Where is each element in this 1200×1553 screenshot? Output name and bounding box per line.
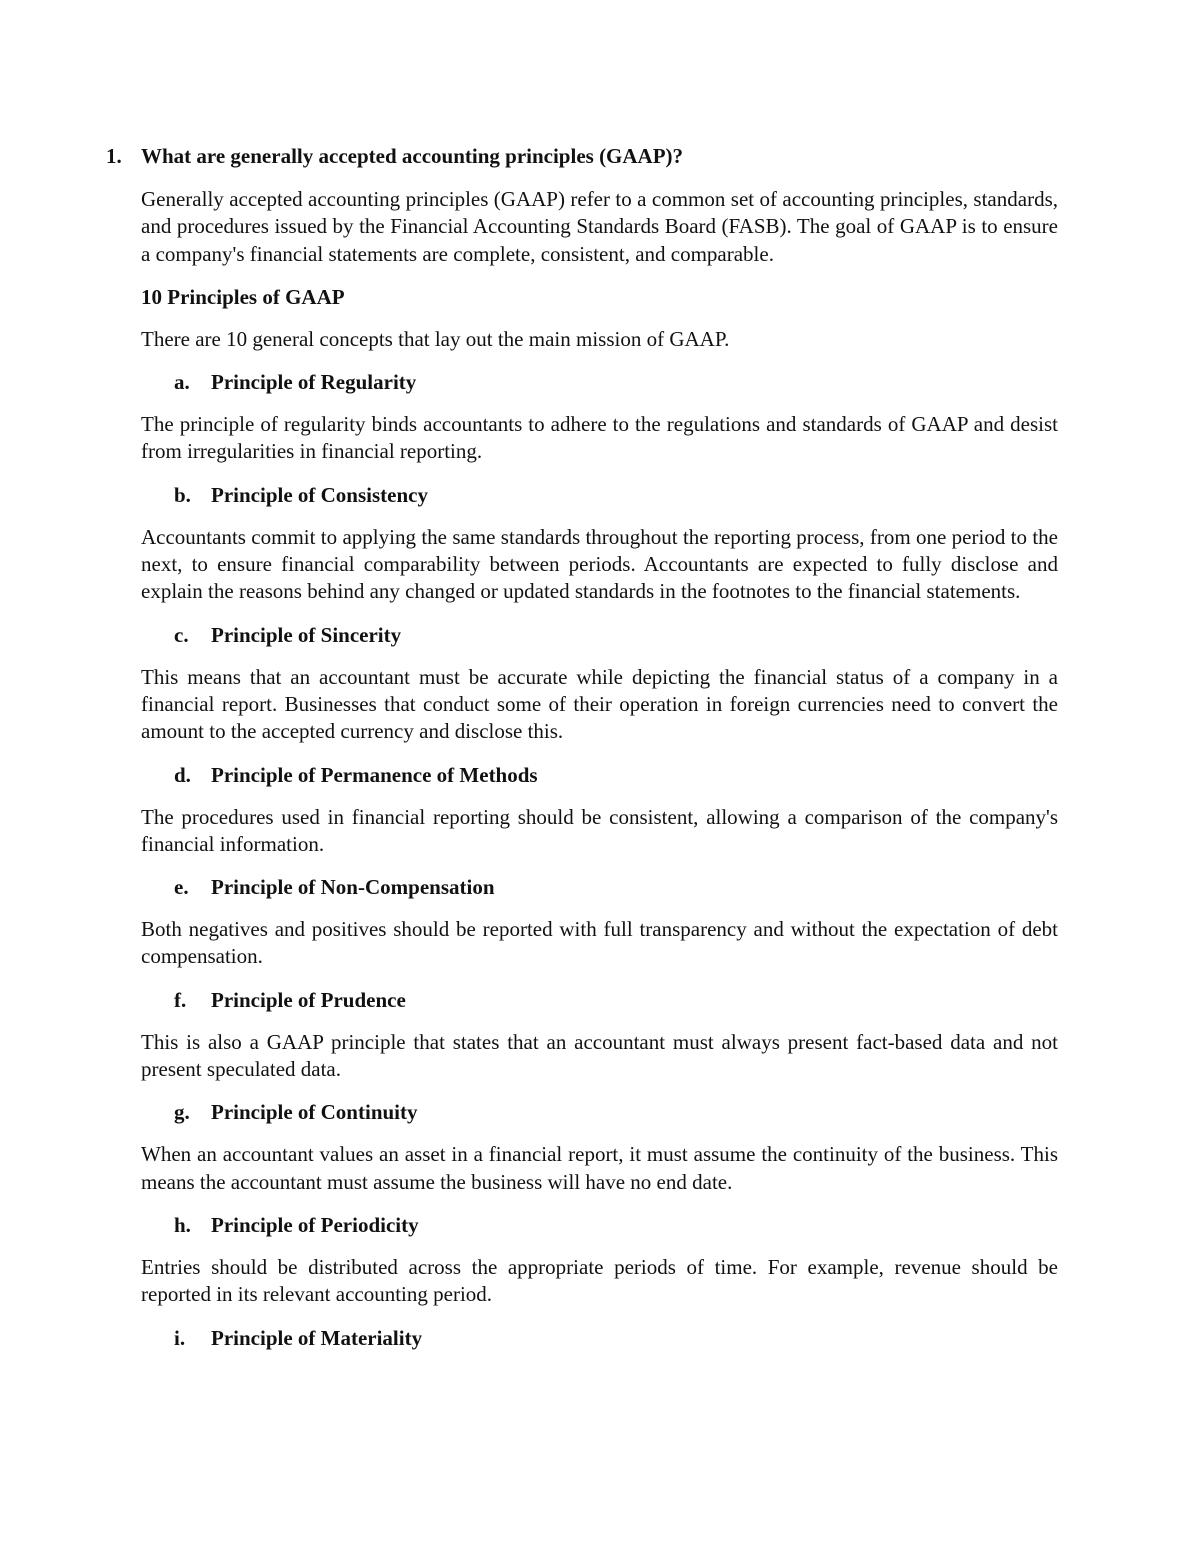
section-intro-paragraph: There are 10 general concepts that lay out the main mission of GAAP. (141, 326, 730, 351)
principle-heading-continuity (141, 1099, 1058, 1126)
principle-title: Principle of Regularity (211, 370, 417, 395)
principle-heading-prudence (141, 987, 1058, 1014)
principle-title: Principle of Permanence of Methods (211, 762, 538, 787)
principle-body-non-compensation: Both negatives and positives should be reported with full transparency and without the expectation of debt compensation. (141, 917, 1058, 969)
principle-body-consistency: Accountants commit to applying the same standards throughout the reporting process, from one period to the next, to ensure financial comparability between periods. Accountants are expected to fully disclose and explain the reasons behind any changed or updated standards in the footnotes to the financial statements. (141, 524, 1058, 604)
principle-body-regularity: The principle of regularity binds accountants to adhere to the regulations and standards of GAAP and desist from irregularities in financial reporting. (141, 412, 1058, 464)
principle-title: Principle of Non-Compensation (211, 875, 495, 900)
principle-title: Principle of Prudence (211, 987, 406, 1012)
principle-title: Principle of Sincerity (211, 622, 402, 647)
principle-body-permanence-of-methods: The procedures used in financial reporting should be consistent, allowing a comparison of the company's financial information. (141, 804, 1058, 856)
section-title: 10 Principles of GAAP (141, 284, 345, 309)
principle-title: Principle of Periodicity (211, 1212, 419, 1237)
principle-letter: a. (174, 370, 190, 395)
document-content (106, 143, 1058, 1367)
principle-body-continuity: When an accountant values an asset in a financial report, it must assume the continuity of the business. This means the accountant must assume the business will have no end date. (141, 1142, 1058, 1194)
principle-letter: g. (174, 1100, 190, 1125)
principle-body-periodicity: Entries should be distributed across the appropriate periods of time. For example, revenue should be reported in its relevant accounting period. (141, 1254, 1058, 1307)
question-heading (106, 143, 1058, 170)
principle-heading-non-compensation (141, 874, 1058, 901)
principle-heading-sincerity (141, 622, 1058, 649)
principle-heading-materiality (141, 1325, 1058, 1352)
principle-letter: d. (174, 762, 191, 787)
question-text: What are generally accepted accounting principles (GAAP)? (141, 144, 684, 168)
principle-title: Principle of Materiality (211, 1325, 423, 1350)
principle-heading-regularity (141, 369, 1058, 396)
intro-paragraph: Generally accepted accounting principles (GAAP) refer to a common set of accounting principles, standards, and procedures issued by the Financial Accounting Standards Board (FASB). The goal of GAAP is to ensure a company's financial statements are complete, consistent, and comparable. (141, 187, 1058, 266)
principle-letter: f. (174, 987, 187, 1012)
principle-heading-permanence-of-methods (141, 762, 1058, 789)
principle-title: Principle of Continuity (211, 1100, 418, 1125)
principle-letter: b. (174, 482, 191, 507)
principle-letter: h. (174, 1212, 191, 1237)
principle-letter: i. (174, 1325, 186, 1350)
principle-heading-consistency (141, 482, 1058, 509)
principle-letter: e. (174, 875, 189, 900)
principle-heading-periodicity (141, 1212, 1058, 1239)
question-number: 1. (106, 144, 122, 168)
principle-body-prudence: This is also a GAAP principle that states that an accountant must always present fact-based data and not present speculated data. (141, 1029, 1058, 1082)
principle-body-sincerity: This means that an accountant must be accurate while depicting the financial status of a company in a financial report. Businesses that conduct some of their operation in foreign currencies need to convert the amount to the accepted currency and disclose this. (141, 664, 1058, 744)
principle-title: Principle of Consistency (211, 482, 428, 507)
principle-letter: c. (174, 622, 189, 647)
